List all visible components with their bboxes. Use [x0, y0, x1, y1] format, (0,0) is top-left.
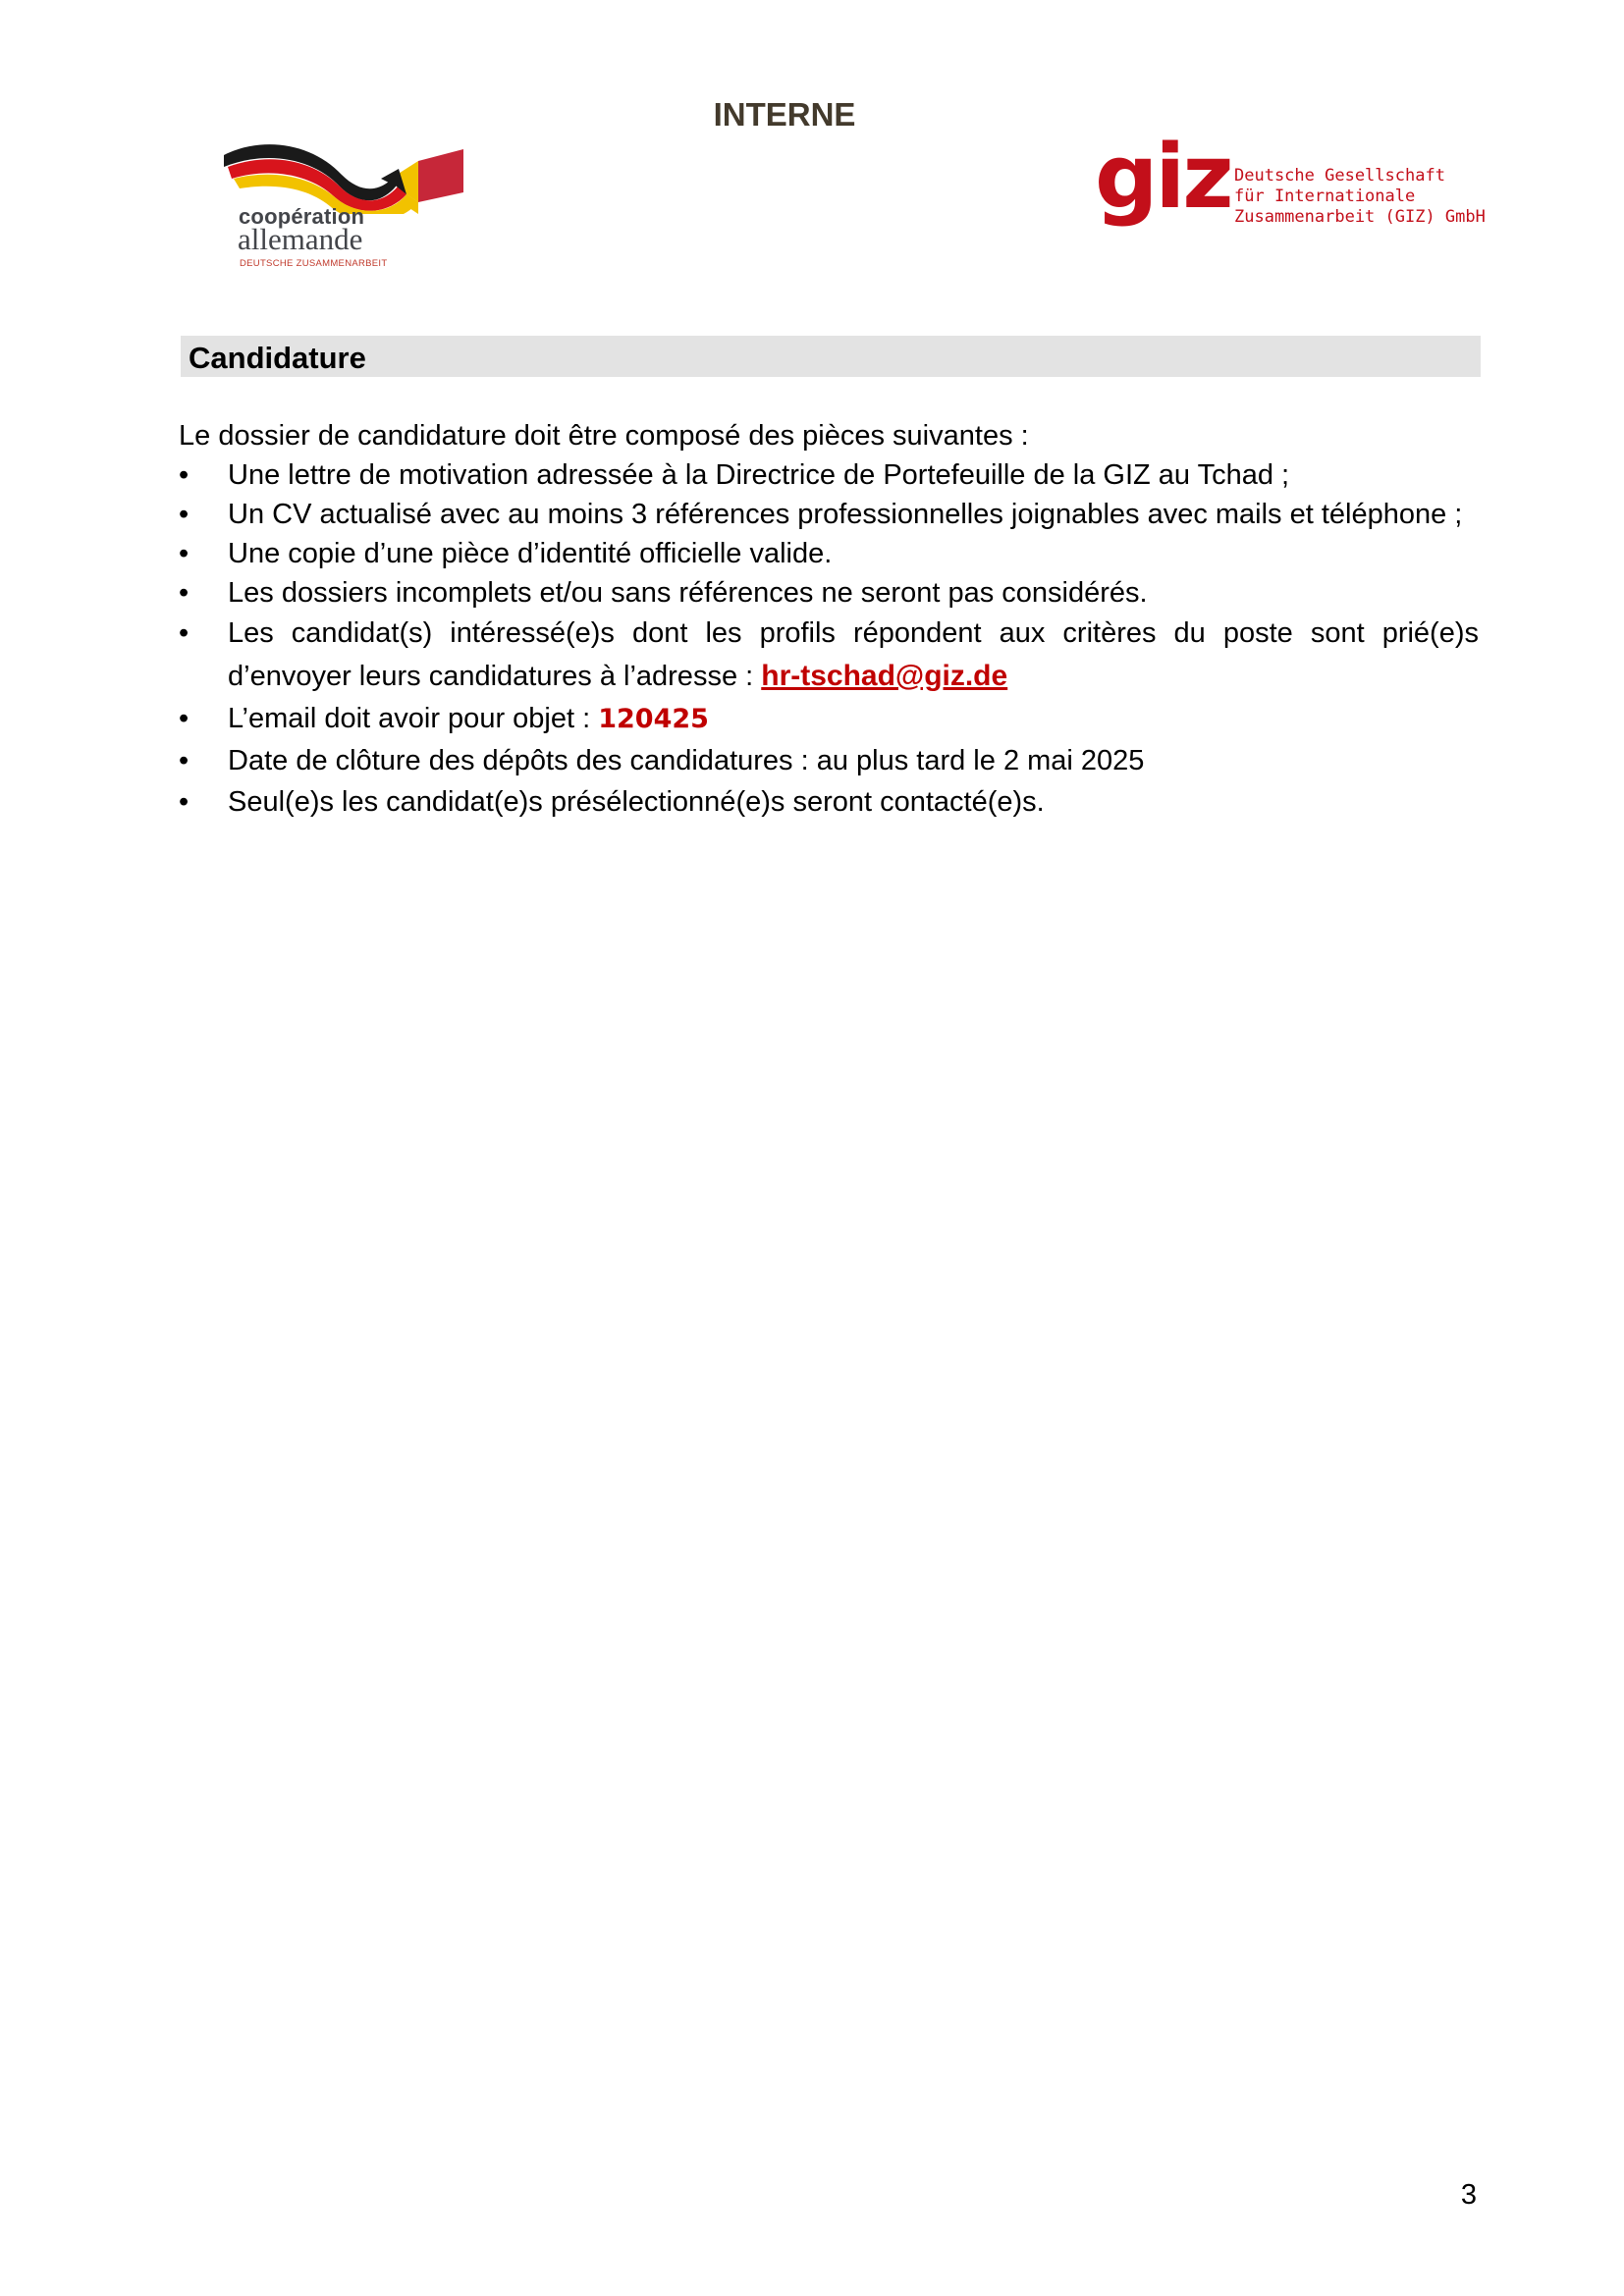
coop-logo-line1: coopération — [239, 204, 365, 229]
list-item — [179, 534, 1479, 573]
list-item-text: Les dossiers incomplets et/ou sans références ne seront pas considérés. — [228, 577, 1148, 609]
list-item — [179, 698, 1479, 740]
list-item — [179, 495, 1479, 534]
bullet-icon: • — [179, 499, 189, 530]
list-item — [179, 740, 1479, 782]
list-item — [179, 782, 1479, 822]
list-item — [179, 573, 1479, 613]
list-item — [179, 455, 1479, 495]
list-item — [179, 613, 1479, 698]
document-body — [179, 416, 1479, 822]
classification-label: INTERNE — [713, 96, 856, 133]
bullet-icon: • — [179, 786, 189, 818]
list-item-text: Une copie d’une pièce d’identité officielle valide. — [228, 538, 833, 569]
page-number: 3 — [1460, 2179, 1477, 2211]
giz-logo-line2: für Internationale — [1234, 187, 1416, 206]
coop-logo-line3: DEUTSCHE ZUSAMMENARBEIT — [240, 258, 388, 269]
list-item-text: Les candidat(s) intéressé(e)s dont les profils répondent aux critères du poste sont prié(e)s d’envoyer leurs candidatures à l’adresse : — [228, 617, 1479, 692]
giz-logo-text — [1234, 166, 1486, 228]
section-title: Candidature — [189, 341, 366, 375]
coop-logo-line2: allemande — [238, 222, 363, 256]
bullet-icon: • — [179, 459, 189, 491]
intro-paragraph: Le dossier de candidature doit être composé des pièces suivantes : — [179, 420, 1029, 452]
giz-logo-line3: Zusammenarbeit (GIZ) GmbH — [1234, 207, 1486, 227]
giz-logo-line1: Deutsche Gesellschaft — [1234, 166, 1445, 186]
list-item-text: Date de clôture des dépôts des candidatures : au plus tard le 2 mai 2025 — [228, 745, 1145, 776]
section-header-bar — [181, 336, 1481, 377]
cooperation-allemande-logo — [224, 135, 467, 273]
email-subject-code: 120425 — [598, 704, 709, 734]
list-item-text: L’email doit avoir pour objet : — [228, 703, 591, 734]
bullet-icon: • — [179, 617, 189, 649]
giz-mark: giz — [1095, 126, 1231, 229]
requirements-list — [179, 455, 1479, 822]
email-link[interactable]: hr-tschad@giz.de — [761, 660, 1008, 692]
bullet-icon: • — [179, 703, 189, 734]
bullet-icon: • — [179, 745, 189, 776]
giz-logo — [1095, 126, 1486, 257]
flag-ribbon-logo-icon — [224, 135, 467, 214]
bullet-icon: • — [179, 577, 189, 609]
list-item-text: Un CV actualisé avec au moins 3 références professionnelles joignables avec mails et téléphone ; — [228, 499, 1463, 530]
list-item-text: Une lettre de motivation adressée à la Directrice de Portefeuille de la GIZ au Tchad ; — [228, 459, 1290, 491]
list-item-text: Seul(e)s les candidat(e)s présélectionné(e)s seront contacté(e)s. — [228, 786, 1045, 818]
bullet-icon: • — [179, 538, 189, 569]
